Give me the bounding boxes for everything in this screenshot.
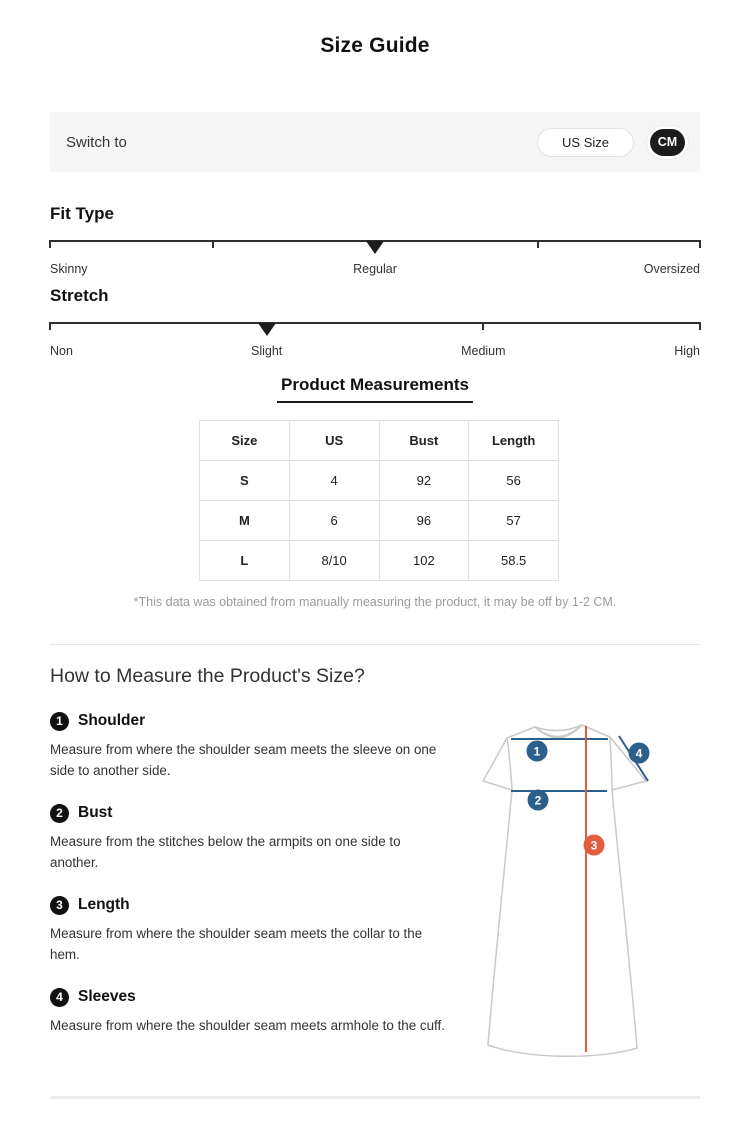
step-3-label: Length — [78, 896, 130, 913]
switch-to-label: Switch to — [66, 133, 127, 151]
size-standard-button[interactable]: US Size — [537, 128, 634, 157]
page-title: Size Guide — [320, 34, 430, 57]
table-row — [200, 541, 559, 581]
measurement-footnote: *This data was obtained from manually measuring the product, it may be off by 1-2 CM. — [133, 595, 617, 609]
cell-us: 8/10 — [289, 541, 379, 581]
unit-toggle-button[interactable] — [647, 126, 688, 159]
table-header-row — [200, 421, 559, 461]
diagram-badge-1-num: 1 — [533, 744, 541, 759]
fit-type-tick — [212, 240, 214, 248]
stretch-scale — [50, 322, 700, 336]
diagram-badge-4-num: 4 — [635, 746, 643, 761]
stretch-scale-labels — [50, 344, 700, 360]
col-header-length: Length — [469, 421, 559, 461]
cell-size: M — [200, 501, 290, 541]
cell-size: S — [200, 461, 290, 501]
diagram-badge-3-num: 3 — [590, 838, 598, 853]
stretch-label-high: High — [674, 344, 700, 358]
how-to-measure-title: How to Measure the Product's Size? — [50, 665, 365, 687]
stretch-tick — [49, 322, 51, 330]
cell-length: 57 — [469, 501, 559, 541]
list-item — [50, 987, 452, 1036]
bottom-divider — [50, 1096, 700, 1099]
step-2-label: Bust — [78, 804, 113, 821]
cell-size: L — [200, 541, 290, 581]
stretch-label-non: Non — [50, 344, 73, 358]
fit-type-label-oversized: Oversized — [643, 262, 700, 276]
stretch-scale-line — [50, 322, 700, 324]
col-header-size: Size — [200, 421, 290, 461]
table-row — [200, 461, 559, 501]
step-4-badge: 4 — [50, 988, 69, 1007]
stretch-tick — [482, 322, 484, 330]
fit-type-scale-labels — [50, 262, 700, 278]
diagram-badge-2-num: 2 — [534, 793, 542, 808]
table-row — [200, 501, 559, 541]
step-3-badge: 3 — [50, 896, 69, 915]
fit-type-tick — [49, 240, 51, 248]
cell-length: 56 — [469, 461, 559, 501]
step-3-description: Measure from where the shoulder seam meets the collar to the hem. — [50, 926, 423, 962]
cell-us: 6 — [289, 501, 379, 541]
stretch-label-slight: Slight — [251, 344, 283, 358]
switch-pills — [537, 126, 688, 159]
cell-us: 4 — [289, 461, 379, 501]
fit-type-label-regular: Regular — [353, 262, 397, 276]
fit-type-marker-icon — [366, 241, 384, 254]
fit-type-label-skinny: Skinny — [50, 262, 88, 276]
fit-type-scale — [50, 240, 700, 254]
stretch-tick — [699, 322, 701, 330]
section-divider — [50, 644, 700, 645]
step-2-badge: 2 — [50, 804, 69, 823]
cell-length: 58.5 — [469, 541, 559, 581]
unit-switch-bar — [50, 112, 700, 172]
step-1-label: Shoulder — [78, 712, 146, 729]
step-2-description: Measure from the stitches below the armpits on one side to another. — [50, 834, 401, 870]
step-4-label: Sleeves — [78, 988, 136, 1005]
col-header-us: US — [289, 421, 379, 461]
unit-toggle-selected: CM — [650, 129, 685, 156]
fit-type-heading: Fit Type — [50, 204, 114, 223]
fit-type-tick — [699, 240, 701, 248]
cell-bust: 92 — [379, 461, 469, 501]
cell-bust: 102 — [379, 541, 469, 581]
col-header-bust: Bust — [379, 421, 469, 461]
measurements-table — [199, 420, 559, 581]
measure-instructions — [50, 711, 452, 1058]
stretch-heading: Stretch — [50, 286, 109, 305]
step-1-badge: 1 — [50, 712, 69, 731]
fit-type-tick — [537, 240, 539, 248]
cell-bust: 96 — [379, 501, 469, 541]
list-item — [50, 895, 452, 965]
list-item — [50, 803, 452, 873]
list-item — [50, 711, 452, 781]
stretch-label-medium: Medium — [461, 344, 506, 358]
product-measurements-heading-row — [0, 375, 750, 403]
step-4-description: Measure from where the shoulder seam meets armhole to the cuff. — [50, 1018, 445, 1033]
product-measurements-heading: Product Measurements — [277, 375, 473, 403]
stretch-marker-icon — [258, 323, 276, 336]
step-1-description: Measure from where the shoulder seam meets the sleeve on one side to another side. — [50, 742, 437, 778]
dress-measurement-diagram — [455, 700, 665, 1075]
